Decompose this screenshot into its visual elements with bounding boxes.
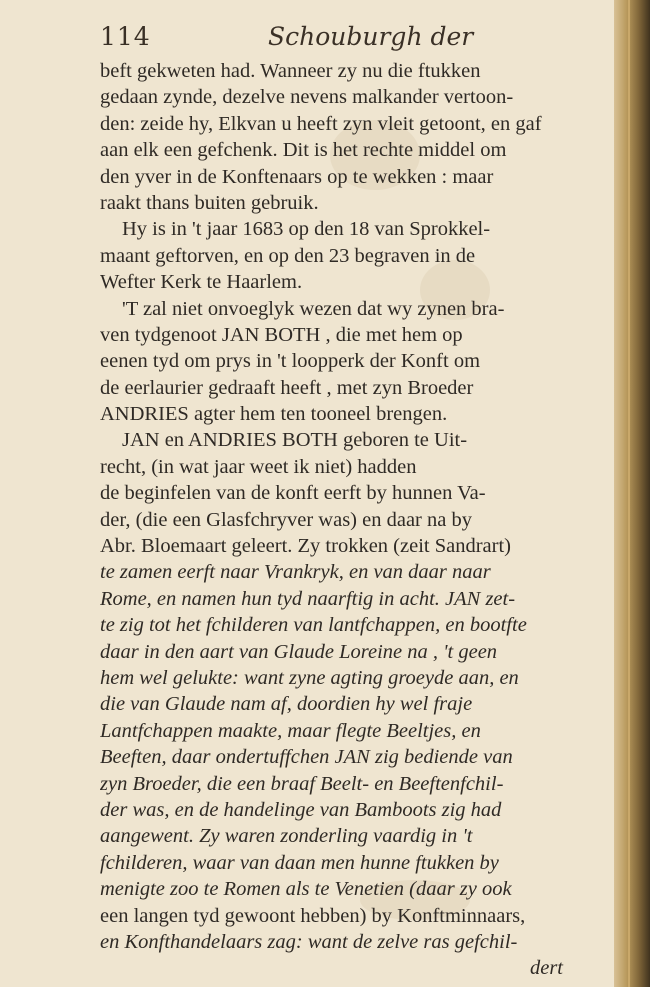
- italic-text-line: en Konfthandelaars zag: want de zelve ras gefchil-: [100, 930, 518, 953]
- italic-text-line: te zamen eerft naar Vrankryk, en van daar naar: [100, 561, 491, 584]
- text-line: raakt thans buiten gebruik.: [100, 191, 319, 214]
- paragraph-start-line: JAN en ANDRIES BOTH geboren te Uit-: [122, 429, 468, 452]
- page-number: 114: [100, 22, 151, 51]
- text-line: ANDRIES agter hem ten tooneel brengen.: [100, 403, 448, 426]
- italic-text-line: menigte zoo te Romen als te Venetien (daar zy ook: [100, 878, 512, 901]
- gutter-edge: [628, 0, 630, 987]
- italic-text-line: zyn Broeder, die een braaf Beelt- en Beeftenfchil-: [100, 772, 504, 795]
- book-gutter: [614, 0, 650, 987]
- running-head: [100, 22, 600, 54]
- paragraph-start-line: 'T zal niet onvoeglyk wezen dat wy zynen bra-: [122, 297, 505, 320]
- text-line: de eerlaurier gedraaft heeft , met zyn Broeder: [100, 376, 474, 399]
- text-line: recht, (in wat jaar weet ik niet) hadden: [100, 455, 417, 478]
- text-line: maant geftorven, en op den 23 begraven in de: [100, 244, 476, 267]
- text-line: der, (die een Glasfchryver was) en daar na by: [100, 508, 472, 531]
- text-line: een langen tyd gewoont hebben) by Konftminnaars,: [100, 904, 526, 927]
- italic-text-line: Rome, en namen hun tyd naarftig in acht. JAN zet-: [100, 587, 516, 610]
- italic-text-line: aangewent. Zy waren zonderling vaardig in 't: [100, 825, 473, 848]
- text-line: den yver in de Konftenaars op te wekken : maar: [100, 165, 494, 188]
- text-line: Abr. Bloemaart geleert. Zy trokken (zeit Sandrart): [100, 535, 511, 558]
- text-line: eenen tyd om prys in 't loopperk der Konft om: [100, 350, 481, 373]
- text-line: gedaan zynde, dezelve nevens malkander vertoon-: [100, 86, 514, 109]
- body-text: [100, 58, 585, 982]
- italic-text-line: fchilderen, waar van daan men hunne ftukken by: [100, 851, 499, 874]
- paragraph-start-line: Hy is in 't jaar 1683 op den 18 van Sprokkel-: [122, 218, 491, 241]
- text-line: de beginfelen van de konft eerft by hunnen Va-: [100, 482, 486, 505]
- text-line: den: zeide hy, Elkvan u heeft zyn vleit getoont, en gaf: [100, 112, 542, 135]
- italic-text-line: der was, en de handelinge van Bamboots zig had: [100, 798, 502, 821]
- italic-text-line: Beeften, daar ondertuffchen JAN zig bediende van: [100, 746, 513, 769]
- catchword: dert: [529, 957, 563, 980]
- italic-text-line: die van Glaude nam af, doordien hy wel fraje: [100, 693, 473, 716]
- text-line: Wefter Kerk te Haarlem.: [100, 271, 303, 294]
- italic-text-line: daar in den aart van Glaude Loreine na , 't geen: [100, 640, 498, 663]
- italic-text-line: hem wel gelukte: want zyne agting groeyde aan, en: [100, 666, 519, 689]
- italic-text-line: te zig tot het fchilderen van lantfchappen, en bootfte: [100, 614, 527, 637]
- italic-text-line: Lantfchappen maakte, maar flegte Beeltjes, en: [100, 719, 481, 742]
- text-line: ven tydgenoot JAN BOTH , die met hem op: [100, 323, 463, 346]
- running-title: Schouburgh der: [268, 22, 474, 51]
- text-line: aan elk een gefchenk. Dit is het rechte middel om: [100, 139, 507, 162]
- text-line: beft gekweten had. Wanneer zy nu die ftukken: [100, 60, 481, 82]
